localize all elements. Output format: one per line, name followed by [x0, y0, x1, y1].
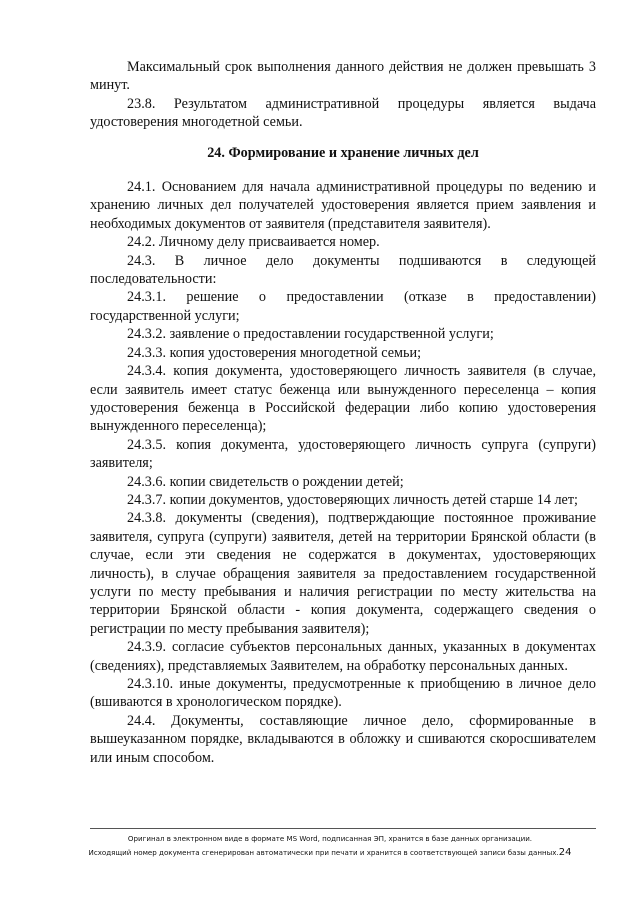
paragraph: 24.3.8. документы (сведения), подтверждающие постоянное проживание заявителя, супруга (супруги) заявителя, детей на территории Брянской области (в случае, если эти сведения не содержатся в документах, удостоверяющих личность), в случае обращения заявителя за предоставлением государственной услуги по месту пребывания и наличия регистрации по месту жительства на территории Брянской области - копия документа, содержащего сведения о регистрации по месту пребывания заявителя);	[90, 510, 596, 637]
paragraph: 24.2. Личному делу присваивается номер.	[127, 234, 380, 251]
document-body	[90, 58, 596, 767]
paragraph: 24.3.9. согласие субъектов персональных данных, указанных в документах (сведениях), представляемых Заявителем, на обработку персональных данных.	[90, 639, 596, 674]
paragraph: 24.3.5. копия документа, удостоверяющего личность супруга (супруги) заявителя;	[90, 436, 596, 472]
paragraph: 24.3.1. решение о предоставлении (отказе в предоставлении) государственной услуги;	[90, 289, 596, 324]
paragraph: 24.3.3. копия удостоверения многодетной семьи;	[127, 344, 422, 361]
footer-divider	[90, 828, 596, 829]
paragraph: 24.3.10. иные документы, предусмотренные к приобщению в личное дело (вшиваются в хронологическом порядке).	[90, 676, 596, 711]
paragraph: 24.3.7. копии документов, удостоверяющих личность детей старше 14 лет;	[127, 491, 578, 508]
paragraph: Максимальный срок выполнения данного действия не должен превышать 3 минут.	[90, 59, 596, 94]
paragraph: 24.3. В личное дело документы подшиваются в следующей последовательности:	[90, 252, 596, 288]
section-heading: 24. Формирование и хранение личных дел	[207, 144, 479, 161]
page-footer	[60, 832, 600, 860]
paragraph: 24.4. Документы, составляющие личное дело, сформированные в вышеуказанном порядке, вкладываются в обложку и сшиваются скоросшивателем или иным способом.	[90, 712, 596, 766]
paragraph: 24.1. Основанием для начала административной процедуры по ведению и хранению личных дел получателей удостоверения является прием заявления и необходимых документов от заявителя (представителя заявителя).	[90, 179, 596, 232]
paragraph: 23.8. Результатом административной процедуры является выдача удостоверения многодетной семьи.	[90, 95, 596, 131]
footer-line-text: Исходящий номер документа сгенерирован автоматически при печати и хранится в соответствующей записи базы данных.	[88, 848, 559, 857]
paragraph: 24.3.4. копия документа, удостоверяющего личность заявителя (в случае, если заявитель имеет статус беженца или вынужденного переселенца – копия удостоверения беженца в Российской федерации либо копию удостоверения вынужденного переселенца);	[90, 363, 596, 435]
page-number: 24	[558, 847, 572, 858]
paragraph: 24.3.2. заявление о предоставлении государственной услуги;	[127, 326, 494, 343]
footer-line: Оригинал в электронном виде в формате MS Word, подписанная ЭП, хранится в базе данных организации.	[127, 834, 533, 843]
paragraph: 24.3.6. копии свидетельств о рождении детей;	[127, 473, 404, 490]
footer-line	[60, 846, 600, 860]
